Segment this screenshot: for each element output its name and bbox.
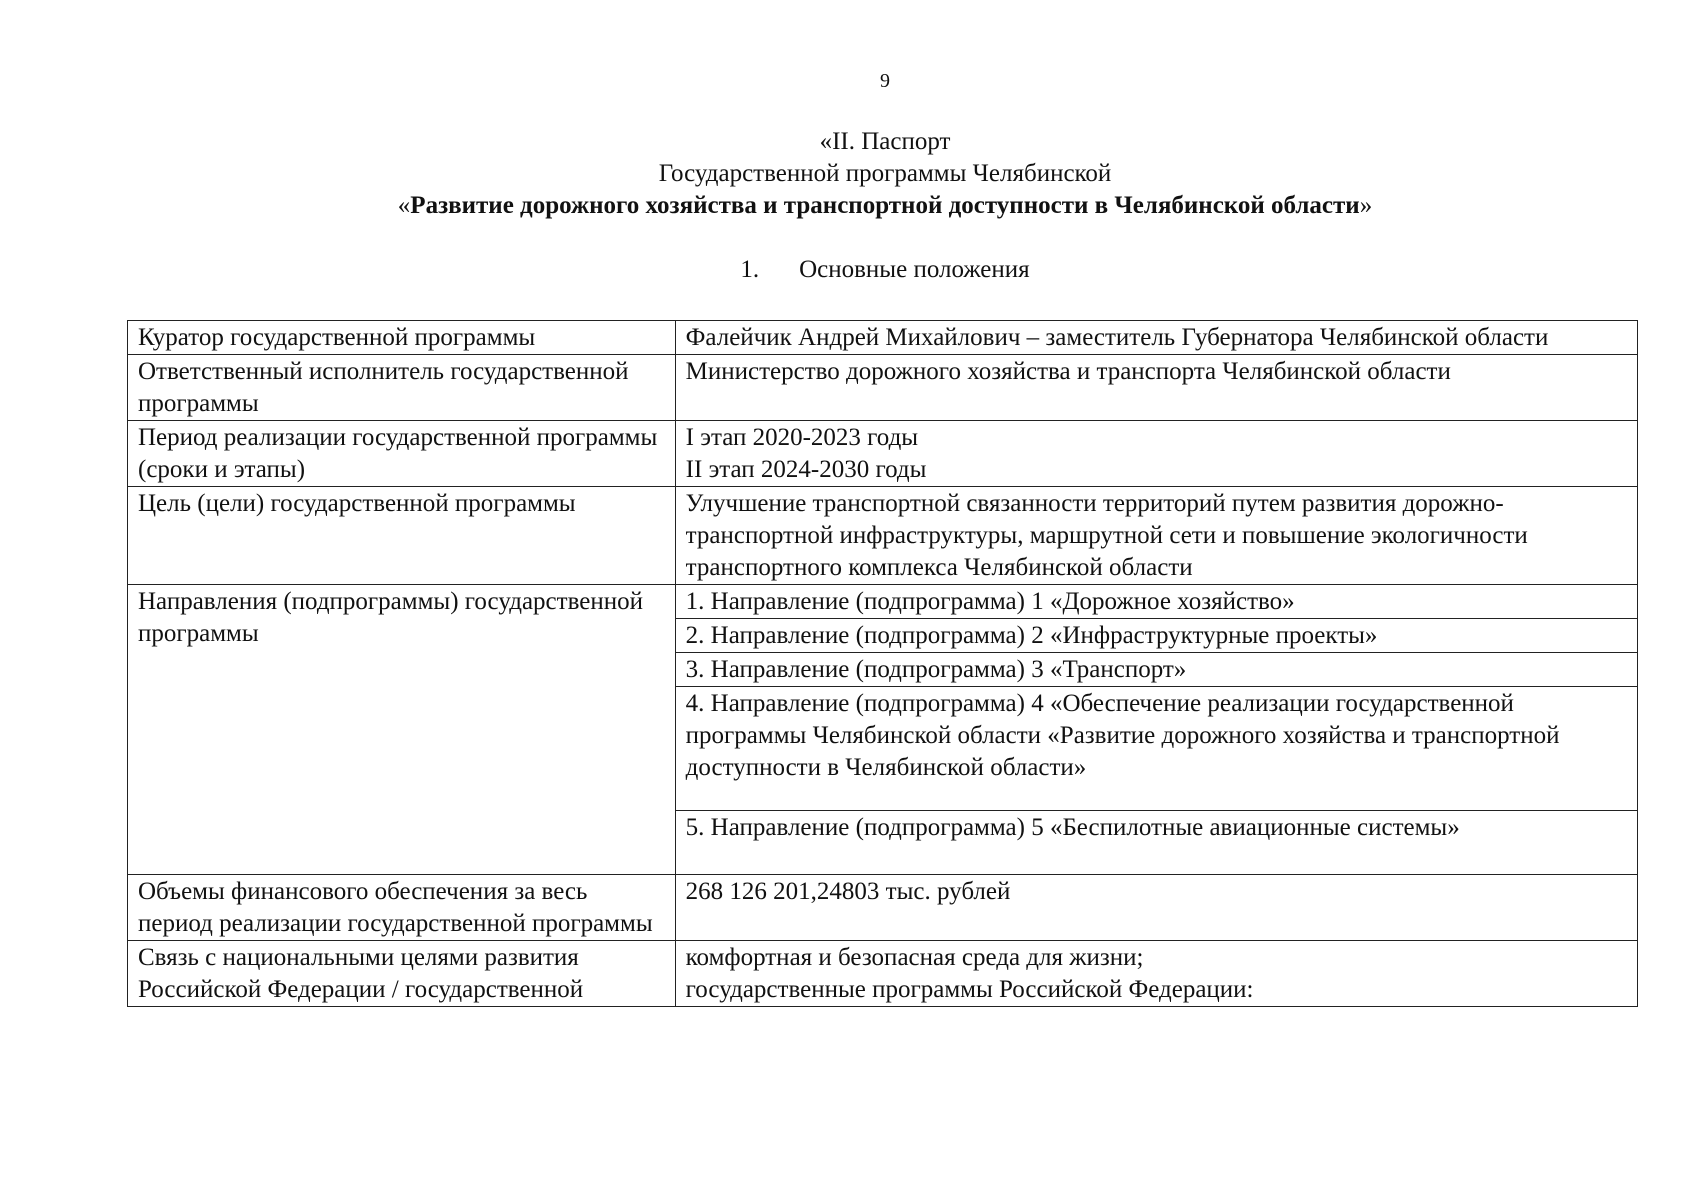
table-row-goal (128, 487, 1638, 585)
direction-item-2: 2. Направление (подпрограмма) 2 «Инфраструктурные проекты» (675, 619, 1637, 653)
period-stage-1: I этап 2020-2023 годы (685, 424, 919, 451)
funding-label: Объемы финансового обеспечения за весь период реализации государственной программы (128, 875, 676, 941)
period-value (675, 421, 1637, 487)
section-number: 1. (740, 256, 760, 283)
section-title (0, 256, 1698, 284)
direction-item-1: 1. Направление (подпрограмма) 1 «Дорожное хозяйство» (675, 585, 1637, 619)
directions-label: Направления (подпрограммы) государственной программы (128, 585, 676, 875)
table-row-executor (128, 355, 1638, 421)
heading-line-1: «II. Паспорт (819, 128, 951, 155)
executor-value: Министерство дорожного хозяйства и транспорта Челябинской области (675, 355, 1637, 421)
goal-label: Цель (цели) государственной программы (128, 487, 676, 585)
passport-table (127, 320, 1638, 1007)
direction-item-3: 3. Направление (подпрограмма) 3 «Транспорт» (675, 653, 1637, 687)
table-row-funding (128, 875, 1638, 941)
curator-label: Куратор государственной программы (128, 321, 676, 355)
period-stage-2: II этап 2024-2030 годы (685, 456, 927, 483)
funding-value: 268 126 201,24803 тыс. рублей (675, 875, 1637, 941)
table-row-curator (128, 321, 1638, 355)
direction-item-4: 4. Направление (подпрограмма) 4 «Обеспечение реализации государственной программы Челябинской области «Развитие дорожного хозяйства и транспортной доступности в Челябинской области» (675, 687, 1637, 811)
heading-line-2: Государственной программы Челябинской (658, 160, 1112, 187)
national-goals-line-1: комфортная и безопасная среда для жизни; (685, 944, 1144, 971)
period-label: Период реализации государственной программы (сроки и этапы) (128, 421, 676, 487)
heading-quote-close: » (1359, 192, 1373, 219)
table-row-national-goals (128, 941, 1638, 1007)
direction-item-5: 5. Направление (подпрограмма) 5 «Беспилотные авиационные системы» (675, 811, 1637, 875)
document-heading (0, 126, 1698, 222)
national-goals-value (675, 941, 1637, 1007)
national-goals-line-2: государственные программы Российской Федерации: (685, 976, 1254, 1003)
heading-line-3 (0, 190, 1698, 222)
national-goals-label: Связь с национальными целями развития Российской Федерации / государственной (128, 941, 676, 1007)
table-row-period (128, 421, 1638, 487)
curator-value: Фалейчик Андрей Михайлович – заместитель Губернатора Челябинской области (675, 321, 1637, 355)
table-row-directions (128, 585, 1638, 619)
page-number: 9 (880, 70, 890, 92)
goal-value: Улучшение транспортной связанности территорий путем развития дорожно-транспортной инфраструктуры, маршрутной сети и повышение экологичности транспортного комплекса Челябинской области (675, 487, 1637, 585)
heading-quote-open: « (397, 192, 411, 219)
program-title: Развитие дорожного хозяйства и транспортной доступности в Челябинской области (410, 192, 1360, 219)
section-heading: Основные положения (799, 256, 1030, 283)
executor-label: Ответственный исполнитель государственной программы (128, 355, 676, 421)
